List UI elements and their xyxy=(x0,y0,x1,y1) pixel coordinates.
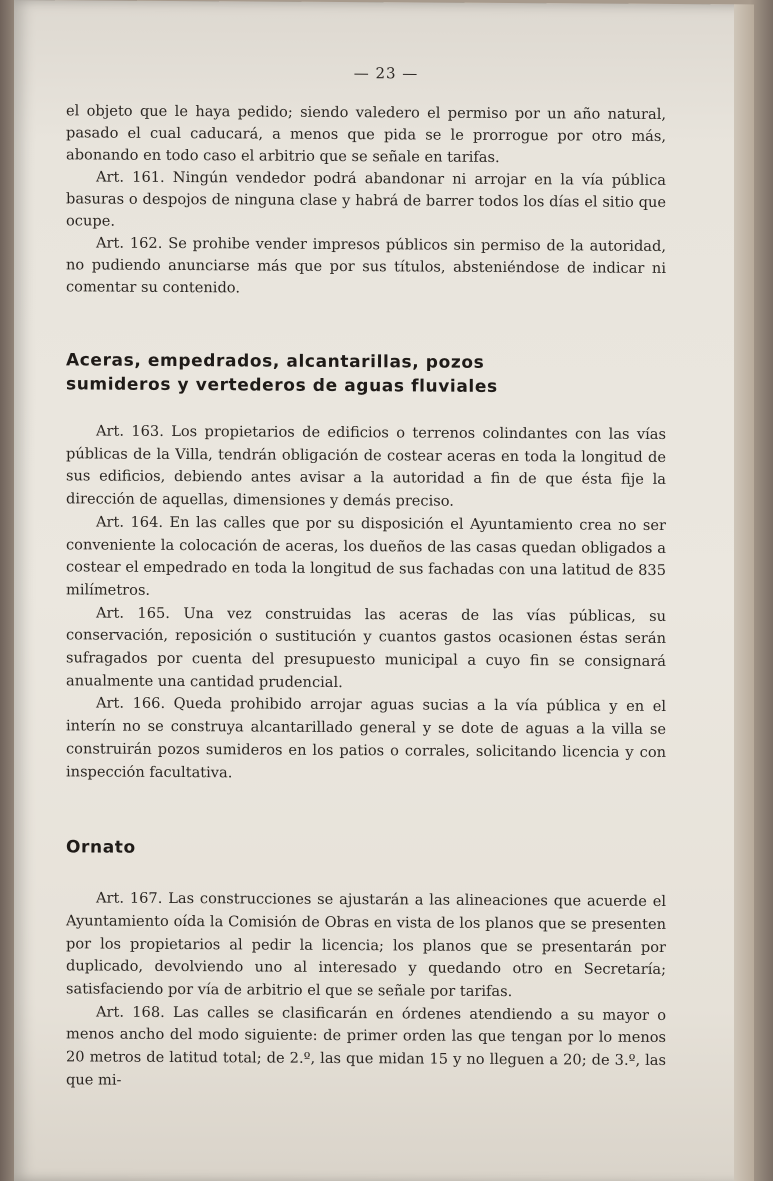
article-163: Art. 163. Los propietarios de edificios o terrenos colindantes con las vías públicas de la Villa, tendrán obligación de costear aceras en toda la longitud de sus edificios, debiendo antes avisar a la autoridad a fin de que ésta fije la dirección de aquellas, dimensiones y demás preciso. xyxy=(66,422,666,510)
article-164: Art. 164. En las calles que por su disposición el Ayuntamiento crea no ser conveniente la colocación de aceras, los dueños de las casas quedan obligados a costear el empedrado en toda la longitud de sus fachadas con una latitud de 835 milímetros. xyxy=(66,513,666,599)
page-content xyxy=(66,60,666,1095)
intro-section xyxy=(66,100,666,302)
page-edge xyxy=(734,4,754,1181)
article-165: Art. 165. Una vez construidas las aceras de las vías públicas, su conservación, reposición o sustitución y cuantos gastos ocasionen éstas serán sufragados por cuenta del presupuesto municipal a cuyo fin se consignará anualmente una cantidad prudencial. xyxy=(66,604,666,691)
article-161: Art. 161. Ningún vendedor podrá abandonar ni arrojar en la vía pública basuras o despojos de ninguna clase y habrá de barrer todos los días el sitio que ocupe. xyxy=(66,168,666,230)
section-heading-aceras xyxy=(66,348,666,400)
article-162: Art. 162. Se prohibe vender impresos públicos sin permiso de la autoridad, no pudiendo anunciarse más que por sus títulos, absteniéndose de indicar ni comentar su contenido. xyxy=(66,234,666,297)
aceras-section xyxy=(66,348,666,787)
article-166: Art. 166. Queda prohibido arrojar aguas sucias a la vía pública y en el interín no se construya alcantarillado general y se dote de aguas a la villa se construirán pozos sumideros en los patios o corrales, solicitando licencia y con inspección facultativa. xyxy=(66,694,666,781)
heading-line-1: Aceras, empedrados, alcantarillas, pozos xyxy=(66,350,485,373)
section-heading-ornato: Ornato xyxy=(66,837,136,858)
book-page xyxy=(14,0,754,1181)
page-number: — 23 — xyxy=(353,64,419,83)
article-167: Art. 167. Las construcciones se ajustarán a las alineaciones que acuerde el Ayuntamiento oída la Comisión de Obras en vista de los planos que se presenten por los propietarios al pedir la licencia; los planos que se presentarán por duplicado, devolviendo uno al interesado y quedando otro en Secretaría; satisfaciendo por vía de arbitrio el que se señale por tarifas. xyxy=(66,889,666,1001)
heading-line-2: sumideros y vertederos de aguas fluviales xyxy=(66,374,498,397)
paragraph-continuation: el objeto que le haya pedido; siendo valedero el permiso por un año natural, pasado el cual caducará, a menos que pida se le prorrogue por otro más, abonando en todo caso el arbitrio que se señale en tarifas. xyxy=(66,102,666,166)
ornato-section xyxy=(66,836,666,1096)
article-168: Art. 168. Las calles se clasificarán en órdenes atendiendo a su mayor o menos ancho del modo siguiente: de primer orden las que tengan por lo menos 20 metros de latitud total; de 2.º, las que midan 15 y no lleguen a 20; de 3.º, las que mi- xyxy=(66,1003,666,1089)
